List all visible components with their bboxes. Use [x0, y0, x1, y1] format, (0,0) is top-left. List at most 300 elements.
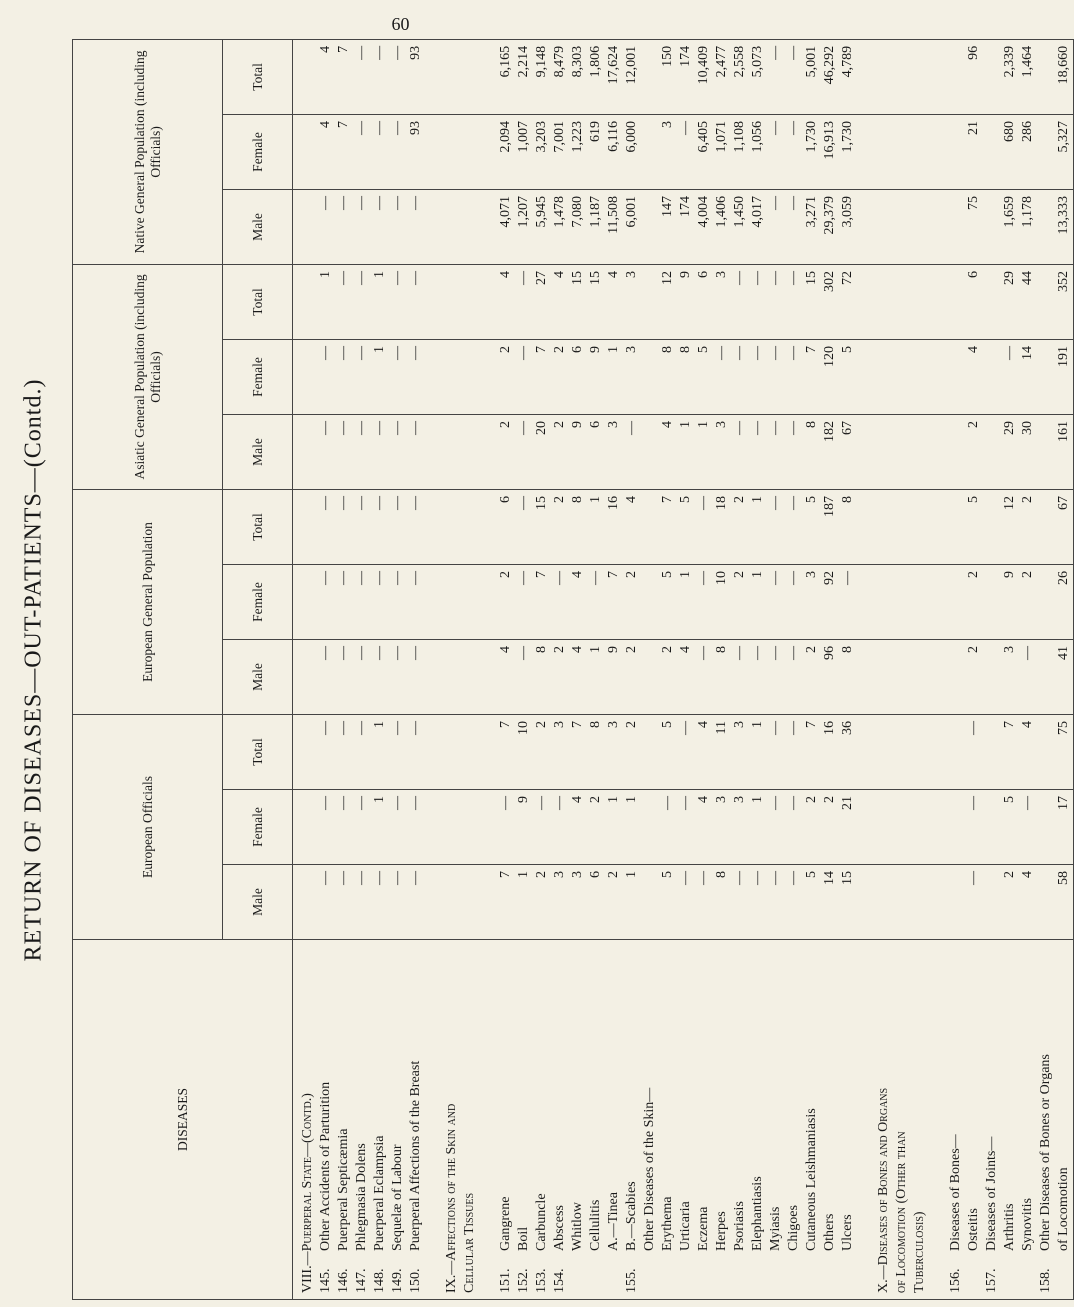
cell-value: — — [390, 495, 405, 510]
cell-value: — — [354, 195, 369, 210]
spacer — [461, 721, 479, 787]
spacer — [299, 121, 317, 187]
disease-name: Boil — [516, 1226, 531, 1251]
spacer — [461, 871, 479, 937]
cell-value: 5,001 — [804, 45, 819, 78]
disease-row-label — [641, 944, 659, 1293]
cell-value: 2 — [966, 420, 981, 428]
cell-value: 4 — [552, 270, 567, 278]
cell-value: 8 — [588, 720, 603, 728]
cell-value: — — [696, 495, 711, 510]
cell-value — [983, 871, 1001, 937]
spacer — [425, 871, 443, 937]
cell-value: 2 — [624, 720, 639, 728]
cell-value: 16,913 — [822, 120, 837, 160]
cell-value: — — [768, 645, 783, 660]
cell-value: 4 — [660, 420, 675, 428]
cell-value: 1 — [696, 420, 711, 428]
cell-value: 1 — [750, 570, 765, 578]
cell-value: — — [408, 720, 423, 735]
cell-value: 6,116 — [606, 120, 621, 152]
cell-value — [641, 196, 659, 262]
spacer — [929, 271, 947, 337]
cell-value: 1 — [750, 796, 765, 803]
cell-value: 6 — [966, 270, 981, 278]
disease-row-label — [407, 944, 425, 1293]
cell-value: 1,450 — [732, 195, 747, 228]
spacer — [875, 796, 893, 862]
col-header: Total — [223, 39, 293, 114]
disease-name: Diseases of Bones— — [948, 1134, 963, 1251]
cell-value: 7 — [570, 720, 585, 728]
cell-value: 6,000 — [624, 120, 639, 153]
spacer — [443, 646, 461, 712]
cell-value: 1 — [750, 720, 765, 728]
cell-value: 286 — [1020, 120, 1035, 142]
cell-value — [1037, 871, 1055, 937]
spacer — [911, 271, 929, 337]
cell-value: — — [768, 495, 783, 510]
spacer — [425, 271, 443, 337]
cell-value: 3 — [606, 420, 621, 428]
cell-value: 5 — [840, 345, 855, 353]
diseases-header: DISEASES — [73, 940, 293, 1300]
spacer — [443, 496, 461, 562]
cell-value: — — [408, 570, 423, 585]
cell-value: 8,303 — [570, 45, 585, 78]
cell-value: 14 — [822, 871, 837, 885]
disease-row-label — [659, 944, 677, 1293]
spacer — [299, 271, 317, 337]
spacer — [911, 421, 929, 487]
cell-value: 2 — [822, 796, 837, 803]
value-column — [293, 414, 1074, 489]
disease-number: 158. — [1038, 1268, 1053, 1293]
cell-value: 9 — [588, 345, 603, 353]
col-header: Total — [223, 714, 293, 789]
spacer — [875, 646, 893, 712]
cell-value: 2 — [624, 570, 639, 578]
spacer — [443, 796, 461, 862]
cell-value: 12 — [1002, 495, 1017, 510]
disease-name: Gangrene — [498, 1196, 513, 1251]
spacer — [425, 496, 443, 562]
cell-value: 1,007 — [516, 120, 531, 153]
cell-value: 18,660 — [1056, 45, 1071, 85]
cell-value — [947, 271, 965, 337]
spacer — [479, 944, 497, 1293]
cell-value — [1037, 196, 1055, 262]
cell-value: 1,406 — [714, 195, 729, 228]
cell-value: 4,017 — [750, 195, 765, 228]
cell-value: 5,945 — [534, 195, 549, 228]
disease-row-label — [821, 944, 839, 1293]
spacer — [443, 871, 461, 937]
cell-value: 17 — [1056, 796, 1071, 810]
disease-row-label — [1001, 944, 1019, 1293]
cell-value: — — [408, 195, 423, 210]
section-heading: IX.—Affections of the Skin and — [444, 1103, 459, 1293]
disease-row-label — [623, 944, 641, 1293]
cell-value: 4 — [498, 270, 513, 278]
cell-value: 7 — [336, 120, 351, 128]
cell-value: 21 — [966, 120, 981, 135]
spacer — [857, 796, 875, 862]
spacer — [857, 271, 875, 337]
spacer — [893, 46, 911, 112]
spacer — [875, 496, 893, 562]
cell-value: — — [516, 270, 531, 285]
disease-number: 154. — [552, 1268, 567, 1293]
cell-value: 4 — [696, 796, 711, 803]
spacer — [461, 271, 479, 337]
cell-value: 15 — [840, 871, 855, 885]
disease-name: Phlegmasia Dolens — [354, 1143, 369, 1251]
value-column — [293, 39, 1074, 114]
cell-value: 302 — [822, 270, 837, 292]
cell-value: — — [768, 420, 783, 435]
disease-row-label — [533, 944, 551, 1293]
cell-value — [983, 346, 1001, 412]
cell-value: 72 — [840, 270, 855, 285]
spacer — [875, 721, 893, 787]
spacer — [929, 944, 947, 1293]
spacer — [461, 121, 479, 187]
cell-value: 2 — [966, 570, 981, 578]
disease-name: Ulcers — [840, 1214, 855, 1251]
cell-value — [641, 796, 659, 862]
cell-value: 12,001 — [624, 45, 639, 85]
cell-value: — — [786, 720, 801, 735]
cell-value: 8 — [660, 345, 675, 353]
cell-value: 7 — [534, 345, 549, 353]
cell-value — [641, 496, 659, 562]
spacer — [929, 346, 947, 412]
cell-value: 5 — [804, 871, 819, 878]
cell-value: 680 — [1002, 120, 1017, 142]
spacer — [461, 421, 479, 487]
cell-value: 5 — [804, 495, 819, 503]
cell-value: — — [390, 420, 405, 435]
spacer — [929, 871, 947, 937]
cell-value: 75 — [966, 195, 981, 210]
cell-value: 182 — [822, 420, 837, 442]
page-number: 60 — [391, 14, 410, 34]
disease-number: 147. — [354, 1268, 369, 1293]
cell-value: 4 — [678, 645, 693, 653]
cell-value: — — [750, 871, 765, 885]
spacer — [425, 46, 443, 112]
spacer — [479, 421, 497, 487]
spacer — [893, 646, 911, 712]
disease-name: Other Accidents of Parturition — [318, 1081, 333, 1251]
spacer — [425, 646, 443, 712]
cell-value — [983, 571, 1001, 637]
disease-row-label — [353, 944, 371, 1293]
cell-value: 67 — [1056, 495, 1071, 510]
cell-value: 12 — [660, 270, 675, 285]
disease-name: Diseases of Joints— — [984, 1136, 999, 1251]
spacer — [911, 46, 929, 112]
cell-value: 1,730 — [804, 120, 819, 153]
spacer — [425, 944, 443, 1293]
cell-value: — — [372, 570, 387, 585]
cell-value: 7 — [534, 570, 549, 578]
disease-name: Whitlow — [570, 1202, 585, 1251]
section-heading: Cellular Tissues — [462, 1192, 477, 1293]
cell-value: — — [768, 45, 783, 60]
cell-value: 14 — [1020, 345, 1035, 360]
spacer — [875, 346, 893, 412]
cell-value: 2 — [1020, 570, 1035, 578]
cell-value: 6 — [570, 345, 585, 353]
disease-name: Cellulitis — [588, 1199, 603, 1251]
cell-value — [1037, 271, 1055, 337]
cell-value: 41 — [1056, 645, 1071, 660]
cell-value: 75 — [1056, 720, 1071, 735]
cell-value: 2,477 — [714, 45, 729, 78]
cell-value: 29 — [1002, 420, 1017, 435]
cell-value: 2 — [552, 495, 567, 503]
cell-value — [1037, 646, 1055, 712]
disease-name: of Locomotion — [1056, 1167, 1071, 1251]
cell-value: — — [354, 45, 369, 60]
cell-value: 7 — [804, 345, 819, 353]
cell-value: 2 — [1020, 495, 1035, 503]
spacer — [875, 196, 893, 262]
disease-row-label — [965, 944, 983, 1293]
cell-value: 13,333 — [1056, 195, 1071, 235]
cell-value: — — [786, 120, 801, 135]
disease-name: A.—Tinea — [606, 1192, 621, 1251]
cell-value: 2,214 — [516, 45, 531, 78]
disease-row-label — [551, 944, 569, 1293]
cell-value: — — [750, 270, 765, 285]
disease-number: 148. — [372, 1268, 387, 1293]
disease-number: 153. — [534, 1268, 549, 1293]
cell-value: 4,004 — [696, 195, 711, 228]
spacer — [857, 496, 875, 562]
spacer — [893, 796, 911, 862]
cell-value: 1 — [372, 796, 387, 803]
disease-name: Puerperal Affections of the Breast — [408, 1060, 423, 1251]
spacer — [893, 121, 911, 187]
cell-value: — — [732, 871, 747, 885]
cell-value: — — [786, 345, 801, 360]
cell-value: — — [408, 270, 423, 285]
cell-value: 1,478 — [552, 195, 567, 228]
cell-value: — — [786, 45, 801, 60]
cell-value: 3,203 — [534, 120, 549, 153]
cell-value: — — [660, 796, 675, 810]
cell-value — [1037, 496, 1055, 562]
disease-row-label — [497, 944, 515, 1293]
cell-value — [983, 421, 1001, 487]
cell-value: — — [390, 871, 405, 885]
cell-value: — — [318, 420, 333, 435]
spacer — [479, 496, 497, 562]
cell-value: — — [318, 720, 333, 735]
spacer — [875, 271, 893, 337]
cell-value: 3 — [570, 871, 585, 878]
cell-value: — — [372, 45, 387, 60]
cell-value: — — [336, 195, 351, 210]
cell-value: 1,207 — [516, 195, 531, 228]
cell-value: 29 — [1002, 270, 1017, 285]
cell-value: — — [1020, 796, 1035, 810]
cell-value: 1 — [606, 796, 621, 803]
cell-value: 7 — [498, 871, 513, 878]
cell-value: — — [552, 796, 567, 810]
spacer — [299, 421, 317, 487]
cell-value: 3,059 — [840, 195, 855, 228]
cell-value: — — [534, 796, 549, 810]
cell-value: — — [354, 570, 369, 585]
disease-name: Arthritis — [1002, 1203, 1017, 1251]
spacer — [299, 46, 317, 112]
spacer — [929, 196, 947, 262]
cell-value: 29,379 — [822, 195, 837, 235]
cell-value: 15 — [570, 270, 585, 285]
disease-row-label — [569, 944, 587, 1293]
cell-value: — — [768, 871, 783, 885]
cell-value: 2 — [588, 796, 603, 803]
cell-value: 5 — [966, 495, 981, 503]
spacer — [425, 421, 443, 487]
cell-value — [641, 571, 659, 637]
cell-value: 11,508 — [606, 195, 621, 234]
side-title: RETURN OF DISEASES—OUT-PATIENTS—(Contd.) — [20, 378, 47, 962]
cell-value — [641, 871, 659, 937]
spacer — [893, 571, 911, 637]
col-header: Male — [223, 639, 293, 714]
side-title-box — [2, 80, 66, 1260]
disease-row-label — [389, 944, 407, 1293]
spacer — [425, 346, 443, 412]
spacer — [893, 496, 911, 562]
cell-value: 58 — [1056, 871, 1071, 885]
cell-value: 1 — [624, 871, 639, 878]
cell-value: 2 — [534, 871, 549, 878]
spacer — [857, 871, 875, 937]
cell-value: 161 — [1056, 420, 1071, 442]
col-header: Female — [223, 114, 293, 189]
spacer — [893, 871, 911, 937]
spacer — [443, 721, 461, 787]
cell-value — [983, 46, 1001, 112]
cell-value: 6,165 — [498, 45, 513, 78]
cell-value: 8 — [678, 345, 693, 353]
cell-value: — — [678, 871, 693, 885]
cell-value: — — [966, 871, 981, 885]
cell-value: — — [516, 420, 531, 435]
cell-value: — — [354, 796, 369, 810]
spacer — [911, 721, 929, 787]
cell-value: 3 — [660, 120, 675, 128]
cell-value: 2 — [552, 420, 567, 428]
spacer — [461, 196, 479, 262]
cell-value: — — [786, 871, 801, 885]
disease-table — [72, 39, 1074, 1300]
spacer — [911, 196, 929, 262]
disease-name: Sequelæ of Labour — [390, 1144, 405, 1251]
value-column — [293, 639, 1074, 714]
cell-value: 1,806 — [588, 45, 603, 78]
cell-value: 2 — [498, 570, 513, 578]
disease-name: Other Diseases of Bones or Organs — [1038, 1054, 1053, 1251]
cell-value: 67 — [840, 420, 855, 435]
disease-number: 157. — [984, 1268, 999, 1293]
spacer — [857, 721, 875, 787]
cell-value: — — [372, 120, 387, 135]
cell-value: 5 — [660, 570, 675, 578]
cell-value: — — [408, 871, 423, 885]
cell-value: 4 — [606, 270, 621, 278]
cell-value: 352 — [1056, 270, 1071, 292]
disease-row-label — [1019, 944, 1037, 1293]
cell-value — [983, 496, 1001, 562]
cell-value: 174 — [678, 195, 693, 217]
cell-value: — — [750, 645, 765, 660]
cell-value: 93 — [408, 120, 423, 135]
cell-value: — — [750, 420, 765, 435]
cell-value: 7 — [606, 570, 621, 578]
cell-value: 1,464 — [1020, 45, 1035, 78]
spacer — [479, 346, 497, 412]
cell-value: — — [354, 495, 369, 510]
spacer — [299, 196, 317, 262]
disease-row-label — [371, 944, 389, 1293]
cell-value: 15 — [534, 495, 549, 510]
cell-value: 7 — [804, 720, 819, 728]
cell-value: 2,339 — [1002, 45, 1017, 78]
disease-row-label — [587, 944, 605, 1293]
cell-value: 3 — [624, 345, 639, 353]
cell-value — [947, 346, 965, 412]
disease-row-label — [785, 944, 803, 1293]
cell-value — [947, 646, 965, 712]
cell-value: 8 — [534, 645, 549, 653]
cell-value: — — [372, 420, 387, 435]
cell-value — [641, 46, 659, 112]
cell-value: 96 — [822, 645, 837, 660]
disease-name: Puerperal Septicæmia — [336, 1128, 351, 1251]
group-header: Asiatic General Population (including Officials) — [73, 264, 223, 489]
disease-name: Osteitis — [966, 1208, 981, 1251]
cell-value — [983, 721, 1001, 787]
value-column — [293, 114, 1074, 189]
cell-value: 96 — [966, 45, 981, 60]
cell-value — [983, 196, 1001, 262]
cell-value: 2 — [804, 645, 819, 653]
cell-value: — — [498, 796, 513, 810]
cell-value: — — [768, 796, 783, 810]
cell-value: 2 — [534, 720, 549, 728]
cell-value: — — [1020, 645, 1035, 660]
cell-value: — — [372, 195, 387, 210]
cell-value: 1,108 — [732, 120, 747, 153]
cell-value: — — [786, 796, 801, 810]
disease-number: 150. — [408, 1268, 423, 1293]
cell-value: — — [966, 720, 981, 735]
cell-value: — — [390, 45, 405, 60]
disease-row-label — [605, 944, 623, 1293]
cell-value: — — [408, 345, 423, 360]
cell-value: 26 — [1056, 570, 1071, 585]
spacer — [425, 196, 443, 262]
spacer — [443, 571, 461, 637]
cell-value: — — [516, 645, 531, 660]
